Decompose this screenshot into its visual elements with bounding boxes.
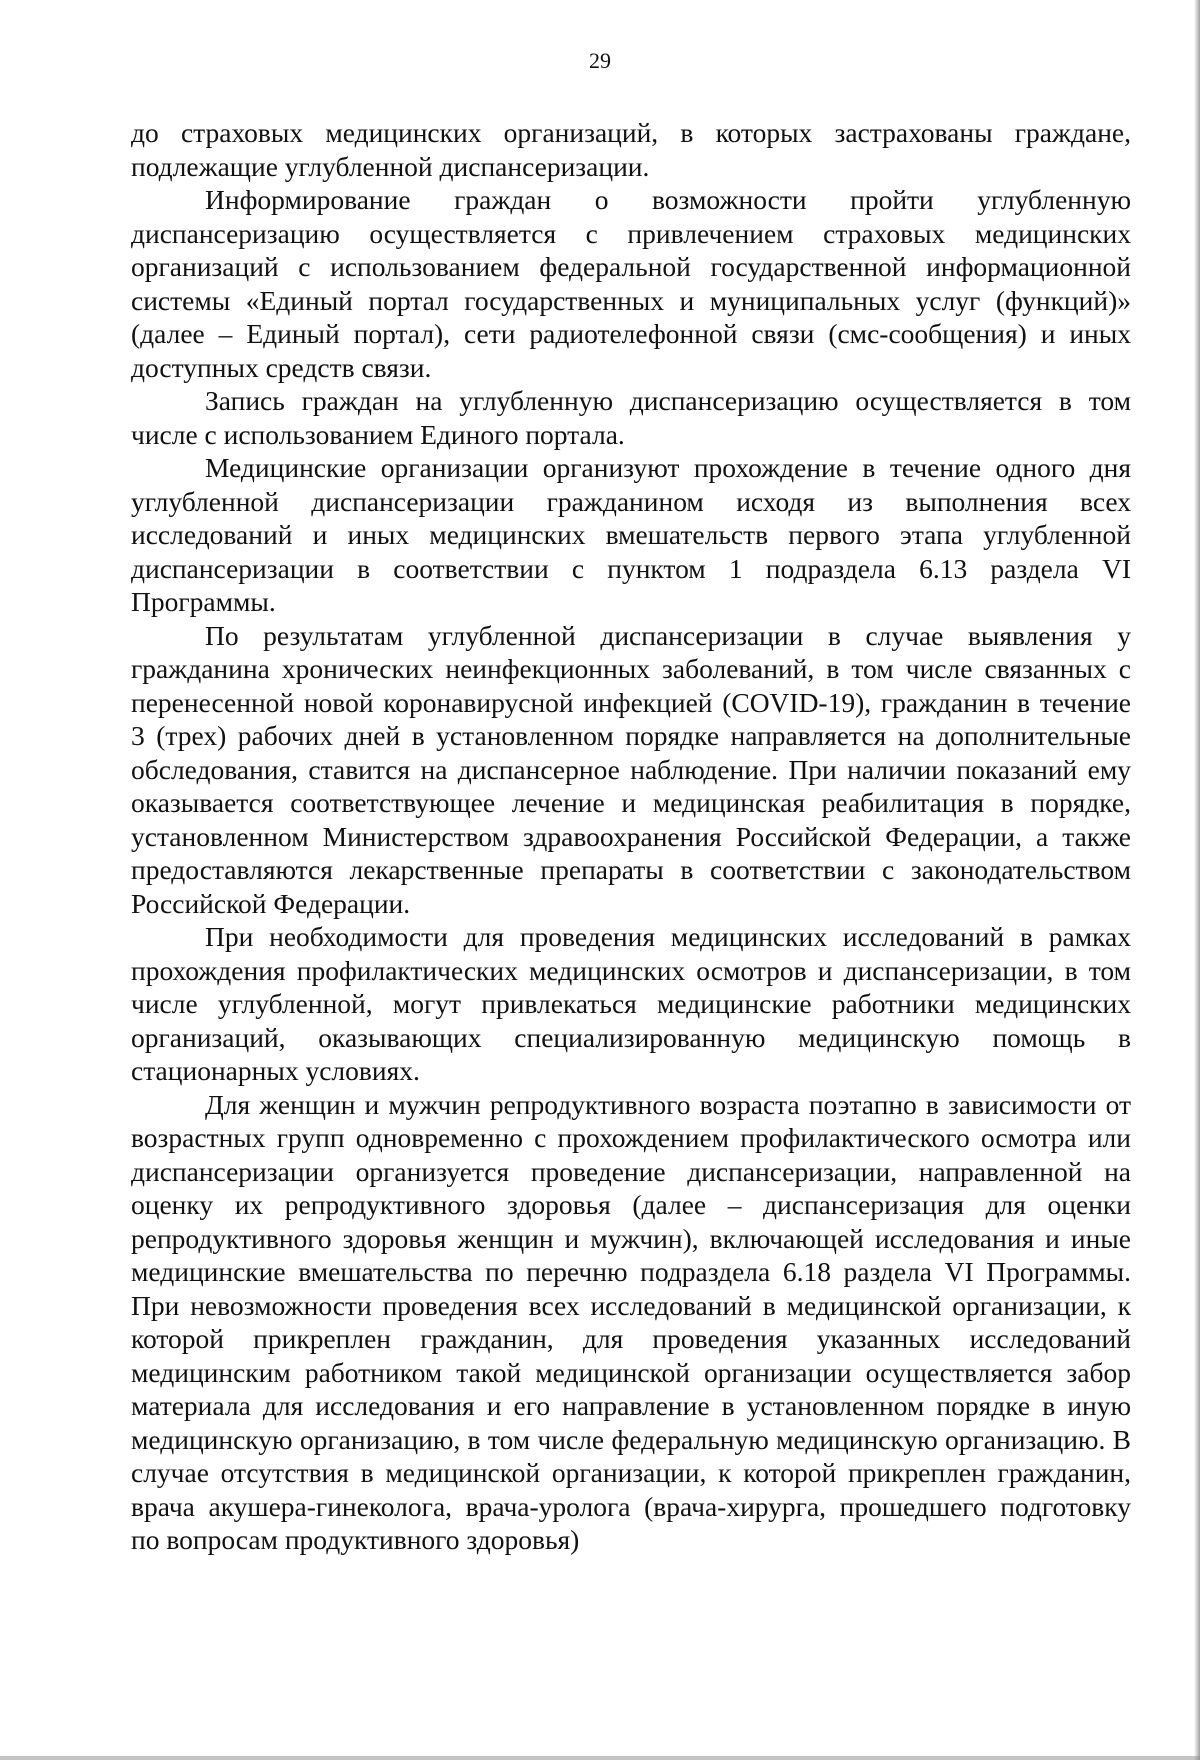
scan-edge-right [1194, 0, 1200, 1760]
paragraph-registration: Запись граждан на углубленную диспансеризацию осуществляется в том числе с использованием Единого портала. [131, 385, 1131, 450]
page-number: 29 [589, 48, 611, 73]
paragraph-results: По результатам углубленной диспансеризации в случае выявления у гражданина хронических неинфекционных заболеваний, в том числе связанных с перенесенной новой коронавирусной инфекцией (COVID-19), гражданин в течение 3 (трех) рабочих дней в установленном порядке направляется на дополнительные обследования, ставится на диспансерное наблюдение. При наличии показаний ему оказывается соответствующее лечение и медицинская реабилитация в порядке, установленном Министерством здравоохранения Российской Федерации, а также предоставляются лекарственные препараты в соответствии с законодательством Российской Федерации. [131, 619, 1131, 919]
document-body [131, 116, 1131, 1557]
paragraph-specialists: При необходимости для проведения медицинских исследований в рамках прохождения профилактических медицинских осмотров и диспансеризации, в том числе углубленной, могут привлекаться медицинские работники медицинских организаций, оказывающих специализированную медицинскую помощь в стационарных условиях. [131, 921, 1131, 1086]
paragraph-one-day: Медицинские организации организуют прохождение в течение одного дня углубленной диспансеризации гражданином исходя из выполнения всех исследований и иных медицинских вмешательств первого этапа углубленной диспансеризации в соответствии с пунктом 1 подраздела 6.13 раздела VI Программы. [131, 452, 1131, 617]
paragraph-informing: Информирование граждан о возможности пройти углубленную диспансеризацию осуществляется с привлечением страховых медицинских организаций с использованием федеральной государственной информационной системы «Единый портал государственных и муниципальных услуг (функций)» (далее – Единый портал), сети радиотелефонной связи (смс-сообщения) и иных доступных средств связи. [131, 184, 1131, 383]
scan-edge-bottom [0, 1756, 1200, 1760]
paragraph-continuation: до страховых медицинских организаций, в которых застрахованы граждане, подлежащие углубленной диспансеризации. [131, 117, 1131, 182]
paragraph-reproductive-health: Для женщин и мужчин репродуктивного возраста поэтапно в зависимости от возрастных групп одновременно с прохождением профилактического осмотра или диспансеризации организуется проведение диспансеризации, направленной на оценку их репродуктивного здоровья (далее – диспансеризация для оценки репродуктивного здоровья женщин и мужчин), включающей исследования и иные медицинские вмешательства по перечню подраздела 6.18 раздела VI Программы. При невозможности проведения всех исследований в медицинской организации, к которой прикреплен гражданин, для проведения указанных исследований медицинским работником такой медицинской организации осуществляется забор материала для исследования и его направление в установленном порядке в иную медицинскую организацию, в том числе федеральную медицинскую организацию. В случае отсутствия в медицинской организации, к которой прикреплен гражданин, врача акушера-гинеколога, врача-уролога (врача-хирурга, прошедшего подготовку по вопросам продуктивного здоровья) [131, 1088, 1131, 1555]
